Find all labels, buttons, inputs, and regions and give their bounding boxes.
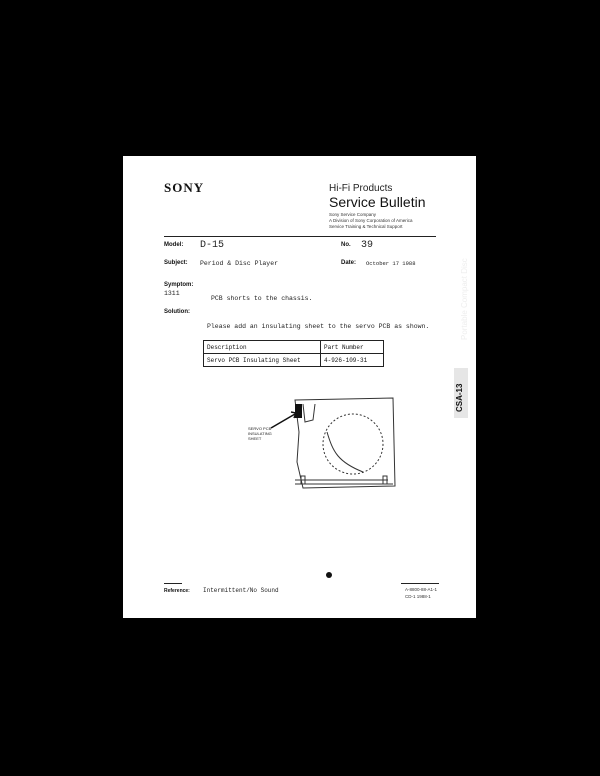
bulletin-page	[123, 156, 476, 618]
symptom-label: Symptom:	[164, 282, 194, 288]
parts-table-header-row	[204, 341, 384, 354]
diagram-callout-label: SERVO PCB INSULATING SHEET	[248, 426, 272, 441]
doc-code-1: A-8800-88-A1-1	[405, 587, 438, 592]
insulating-sheet-mark	[295, 404, 302, 418]
parts-cell-description: Servo PCB Insulating Sheet	[204, 354, 321, 367]
mechanism-diagram	[243, 392, 403, 492]
parts-cell-part-number: 4-926-109-31	[321, 354, 384, 367]
number-value: 39	[361, 240, 374, 251]
subject-label: Subject:	[164, 260, 188, 266]
disc-outline	[323, 414, 383, 474]
date-label: Date:	[341, 260, 357, 266]
side-tag-box	[454, 368, 468, 418]
footer-rule-right	[401, 583, 439, 584]
company-line-1: Sony Service Company	[329, 212, 377, 217]
side-tag-label: CSA-13	[455, 383, 464, 412]
sony-logo: SONY	[164, 180, 205, 195]
side-category-label: Portable Compact Disc	[460, 258, 469, 340]
header-rule	[164, 236, 436, 237]
product-line: Hi-Fi Products	[329, 183, 393, 194]
company-line-2: A Division of Sony Corporation of America	[329, 218, 413, 223]
symptom-code: 1311	[164, 290, 180, 297]
bracket-shape	[303, 404, 315, 422]
reference-value: Intermittent/No Sound	[203, 587, 279, 594]
company-line-3: Service Training & Technical Support	[329, 224, 403, 229]
subject-value: Period & Disc Player	[200, 260, 279, 267]
reference-label: Reference:	[164, 588, 190, 594]
model-label: Model:	[164, 242, 184, 248]
model-value: D-15	[200, 240, 225, 251]
chassis-outline	[295, 398, 395, 488]
date-value: October 17 1988	[366, 260, 416, 267]
page-dot	[326, 572, 332, 578]
parts-table	[203, 340, 384, 367]
solution-label: Solution:	[164, 309, 190, 315]
footer-rule-left	[164, 583, 182, 584]
symptom-text: PCB shorts to the chassis.	[211, 295, 313, 302]
doc-type-title: Service Bulletin	[329, 194, 426, 210]
table-row	[204, 354, 384, 367]
solution-text: Please add an insulating sheet to the servo PCB as shown.	[207, 323, 430, 330]
parts-header-description: Description	[204, 341, 321, 354]
doc-code-2: CD-1 1988-1	[405, 594, 431, 599]
parts-header-part-number: Part Number	[321, 341, 384, 354]
number-label: No.	[341, 242, 351, 248]
